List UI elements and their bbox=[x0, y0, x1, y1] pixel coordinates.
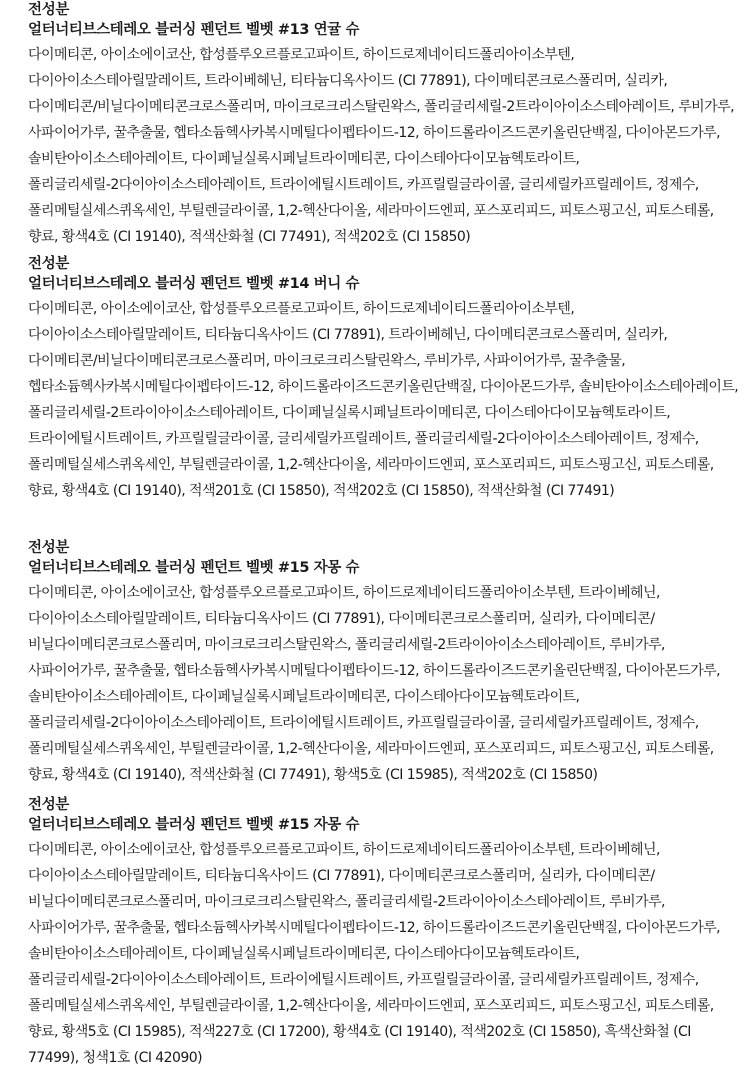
product-title: 얼터너티브스테레오 블러싱 펜던트 벨벳 #15 자몽 슈 bbox=[28, 560, 360, 576]
product-section-14 bbox=[28, 254, 740, 504]
section-label: 전성분 bbox=[28, 797, 70, 813]
product-title: 얼터너티브스테레오 블러싱 펜던트 벨벳 #15 자몽 슈 bbox=[28, 817, 360, 833]
product-section-15a bbox=[28, 538, 740, 788]
ingredient-list: 다이메티콘, 아이소에이코산, 합성플루오르플로고파이트, 하이드로제네이티드폴리아이소부텐, 트라이베헤닌, 다이아이소스테아릴말레이트, 티타늄디옥사이드 (CI 77891), 다이메티콘크로스폴리머, 실리카, 다이메티콘/비닐다이메티콘크로스폴리머, 마이크로크리스탈린왁스, 폴리글리세릴-2트라이아이소스테아레이트, 루비가루, 사파이어가루, 꿀추출물, 헵타소듐헥사카복시메틸다이펩타이드-12, 하이드롤라이즈드콘키올린단백질, 다이아몬드가루, 솔비탄아이소스테아레이트, 다이페닐실록시페닐트라이메티콘, 다이스테아다이모늄헥토라이트, 폴리글리세릴-2다이아이소스테아레이트, 트라이에틸시트레이트, 카프릴릴글라이콜, 글리세릴카프릴레이트, 정제수, 폴리메틸실세스퀴옥세인, 부틸렌글라이콜, 1,2-헥산다이올, 세라마이드엔피, 포스포리피드, 피토스핑고신, 피토스테롤, 향료, 황색4호 (CI 19140), 적색산화철 (CI 77491), 황색5호 (CI 15985), 적색202호 (CI 15850) bbox=[28, 585, 721, 783]
product-section-13 bbox=[28, 0, 740, 250]
product-title: 얼터너티브스테레오 블러싱 펜던트 벨벳 #13 연귤 슈 bbox=[28, 22, 360, 38]
ingredient-list: 다이메티콘, 아이소에이코산, 합성플루오르플로고파이트, 하이드로제네이티드폴리아이소부텐, 다이아이소스테아릴말레이트, 트라이베헤닌, 티타늄디옥사이드 (CI 77891), 다이메티콘크로스폴리머, 실리카, 다이메티콘/비닐다이메티콘크로스폴리머, 마이크로크리스탈린왁스, 폴리글리세릴-2트라이아이소스테아레이트, 루비가루, 사파이어가루, 꿀추출물, 헵타소듐헥사카복시메틸다이펩타이드-12, 하이드롤라이즈드콘키올린단백질, 다이아몬드가루, 솔비탄아이소스테아레이트, 다이페닐실록시페닐트라이메티콘, 다이스테아다이모늄헥토라이트, 폴리글리세릴-2다이아이소스테아레이트, 트라이에틸시트레이트, 카프릴릴글라이콜, 글리세릴카프릴레이트, 정제수, 폴리메틸실세스퀴옥세인, 부틸렌글라이콜, 1,2-헥산다이올, 세라마이드엔피, 포스포리피드, 피토스핑고신, 피토스테롤, 향료, 황색4호 (CI 19140), 적색산화철 (CI 77491), 적색202호 (CI 15850) bbox=[28, 47, 734, 245]
section-label: 전성분 bbox=[28, 256, 70, 272]
product-title: 얼터너티브스테레오 블러싱 펜던트 벨벳 #14 버니 슈 bbox=[28, 276, 360, 292]
section-label: 전성분 bbox=[28, 540, 70, 556]
section-label: 전성분 bbox=[28, 2, 70, 18]
product-section-15b bbox=[28, 795, 740, 1071]
ingredient-list: 다이메티콘, 아이소에이코산, 합성플루오르플로고파이트, 하이드로제네이티드폴리아이소부텐, 다이아이소스테아릴말레이트, 티타늄디옥사이드 (CI 77891), 트라이베헤닌, 다이메티콘크로스폴리머, 실리카, 다이메티콘/비닐다이메티콘크로스폴리머, 마이크로크리스탈린왁스, 루비가루, 사파이어가루, 꿀추출물, 헵타소듐헥사카복시메틸다이펩타이드-12, 하이드롤라이즈드콘키올린단백질, 다이아몬드가루, 솔비탄아이소스테아레이트, 폴리글리세릴-2트라이아이소스테아레이트, 다이페닐실록시페닐트라이메티콘, 다이스테아다이모늄헥토라이트, 트라이에틸시트레이트, 카프릴릴글라이콜, 글리세릴카프릴레이트, 폴리글리세릴-2다이아이소스테아레이트, 정제수, 폴리메틸실세스퀴옥세인, 부틸렌글라이콜, 1,2-헥산다이올, 세라마이드엔피, 포스포리피드, 피토스핑고신, 피토스테롤, 향료, 황색4호 (CI 19140), 적색201호 (CI 15850), 적색202호 (CI 15850), 적색산화철 (CI 77491) bbox=[28, 301, 739, 499]
ingredient-list: 다이메티콘, 아이소에이코산, 합성플루오르플로고파이트, 하이드로제네이티드폴리아이소부텐, 트라이베헤닌, 다이아이소스테아릴말레이트, 티타늄디옥사이드 (CI 77891), 다이메티콘크로스폴리머, 실리카, 다이메티콘/비닐다이메티콘크로스폴리머, 마이크로크리스탈린왁스, 폴리글리세릴-2트라이아이소스테아레이트, 루비가루, 사파이어가루, 꿀추출물, 헵타소듐헥사카복시메틸다이펩타이드-12, 하이드롤라이즈드콘키올린단백질, 다이아몬드가루, 솔비탄아이소스테아레이트, 다이페닐실록시페닐트라이메티콘, 다이스테아다이모늄헥토라이트, 폴리글리세릴-2다이아이소스테아레이트, 트라이에틸시트레이트, 카프릴릴글라이콜, 글리세릴카프릴레이트, 정제수, 폴리메틸실세스퀴옥세인, 부틸렌글라이콜, 1,2-헥산다이올, 세라마이드엔피, 포스포리피드, 피토스핑고신, 피토스테롤, 향료, 황색5호 (CI 15985), 적색227호 (CI 17200), 황색4호 (CI 19140), 적색202호 (CI 15850), 흑색산화철 (CI 77499), 청색1호 (CI 42090) bbox=[28, 842, 721, 1066]
